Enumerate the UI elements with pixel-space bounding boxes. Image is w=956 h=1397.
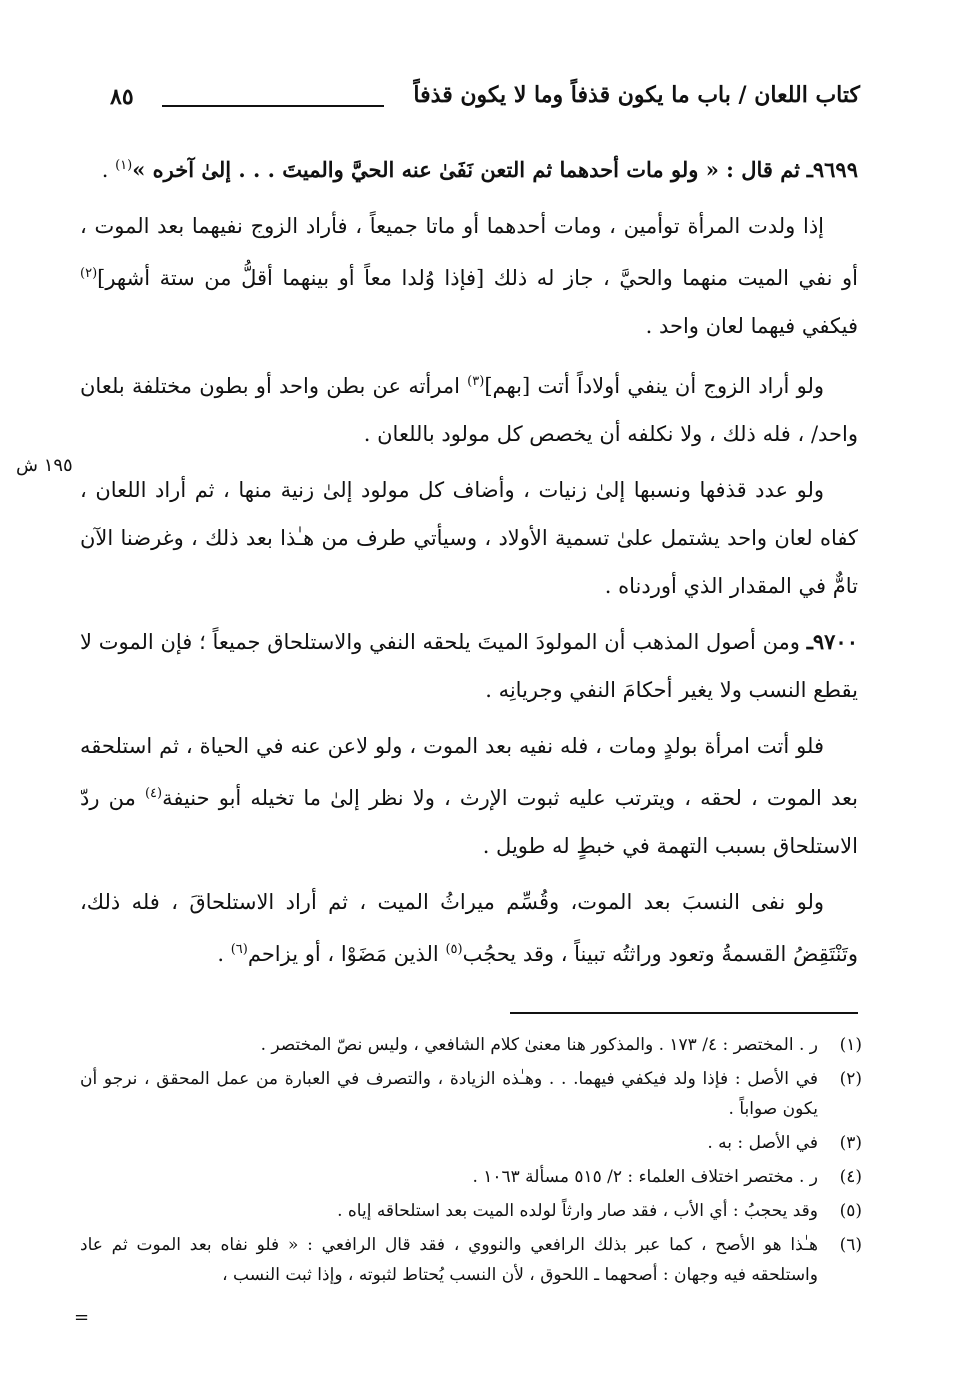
footnote-ref: (٤) — [144, 786, 163, 801]
footnote-ref: (٥) — [445, 942, 463, 957]
header-title: كتاب اللعان / باب ما يكون قذفاً وما لا يكون قذفاً — [413, 82, 860, 108]
footnote-text: في الأصل : به . — [707, 1133, 818, 1153]
paragraph — [80, 142, 858, 194]
paragraph-text: فلو أتت امرأة بولدٍ ومات ، فله نفيه بعد الموت ، ولو لاعن عنه في الحياة ، ثم استلحقه بعد الموت ، لحقه ، ويترتب عليه ثبوت الإرث ، ولا نظر إلىٰ ما تخيله أبو حنيفة — [80, 734, 858, 810]
paragraph-text: ولو أراد الزوج أن ينفي أولاداً أتت [بهم] — [484, 374, 824, 398]
footnote-mark: (١) — [839, 1035, 862, 1055]
footnote-text: هـٰذا هو الأصح ، كما عبر بذلك الرافعي والنووي ، فقد قال الرافعي : « فلو نفاه بعد الموت ثم عاد واستلحقه فيه وجهان : أصحهما ـ اللحوق ، لأن النسب يُحتاط لثبوته ، وإذا ثبت النسب ، — [80, 1235, 818, 1285]
paragraph — [80, 618, 858, 714]
paragraph — [80, 358, 858, 458]
paragraph-tail: من ردّ الاستلحاق بسبب التهمة في خبطٍ له طويل . — [80, 786, 858, 858]
paragraph-tail: الذين مَضَوْا ، أو يزاحم — [247, 942, 446, 966]
footnote-rule — [510, 1012, 858, 1014]
footnote — [80, 1064, 862, 1124]
footnote-mark: (٤) — [839, 1167, 862, 1187]
footnote — [80, 1196, 862, 1226]
footnote-mark: (٦) — [839, 1235, 862, 1255]
paragraph-text: ولو نفى النسبَ بعد الموت، وقُسِّم ميراثُ الميت ، ثم أراد الاستلحاقَ ، فله ذلك، وتَنْتَقِضُ القسمةُ وتعود وراثتُه تبيناً ، وقد يحجُب — [80, 890, 858, 966]
footnote-ref: (٢) — [80, 266, 98, 281]
paragraph-tail: فيكفي فيهما لعان واحد . — [645, 314, 858, 338]
footnote-text: ر . مختصر اختلاف العلماء : ٢/ ٥١٥ مسألة ١٠٦٣ . — [472, 1167, 818, 1187]
footnote — [80, 1030, 862, 1060]
paragraph-text: إذا ولدت المرأة توأمين ، ومات أحدهما أو ماتا جميعاً ، فأراد الزوج نفيهما بعد الموت ، أو نفي الميت منهما والحيَّ ، جاز له ذلك [فإذا وُلدا معاً أو بينهما أقلُّ من ستة أشهر] — [80, 214, 858, 290]
footnote-mark: (٥) — [839, 1201, 862, 1221]
paragraph — [80, 878, 858, 978]
paragraph-text: ومن أصول المذهب أن المولودَ الميتَ يلحقه النفي والاستلحاق جميعاً ؛ فإن الموت لا يقطع النسب ولا يغير أحكامَ النفي وجريانِه . — [80, 630, 858, 702]
paragraph-text: ولو عدد قذفها ونسبها إلىٰ زنيات ، وأضاف كل مولود إلىٰ زنية منها ، ثم أراد اللعان ، كفاه لعان واحد يشتمل علىٰ تسمية الأولاد ، وسيأتي طرف من هـٰذا بعد ذلك ، وغرضنا الآن تامٌّ في المقدار الذي أوردناه . — [80, 478, 858, 598]
footnote-text: وقد يحجبُ : أي الأب ، فقد صار وارثاً لولده الميت بعد استلحاقه إياه . — [337, 1201, 818, 1221]
page-number: ٨٥ — [110, 84, 134, 110]
paragraph — [80, 722, 858, 870]
paragraph — [80, 466, 858, 610]
footnote-ref: (١) — [115, 158, 133, 173]
margin-note: ١٩٥ ش — [16, 455, 73, 476]
section-number: ٩٦٩٩ـ — [806, 157, 858, 182]
running-header — [110, 82, 860, 122]
footnote-ref: (٦) — [230, 942, 248, 957]
footnotes — [80, 1030, 862, 1294]
paragraph-tail: . — [101, 158, 116, 182]
footnote-text: في الأصل : فإذا ولد فيكفي فيهما. . . وهـٰذه الزيادة ، والتصرف في العبارة من عمل المحقق ، نرجو أن يكون صواباً . — [80, 1069, 818, 1119]
footnote-text: ر . المختصر : ٤/ ١٧٣ . والمذكور هنا معنىٰ كلام الشافعي ، وليس نصّ المختصر . — [260, 1035, 818, 1055]
header-rule — [162, 105, 384, 107]
footnote — [80, 1230, 862, 1290]
footnote-mark: (٣) — [839, 1133, 862, 1153]
paragraph-tail: . — [217, 942, 231, 966]
paragraph-tail: امرأته عن بطن واحد أو بطون مختلفة بلعان واحد/ ، فله ذلك ، ولا نكلفه أن يخصص كل مولود باللعان . — [80, 374, 858, 446]
footnote-mark: (٢) — [839, 1069, 862, 1089]
paragraph-text: ثم قال : « ولو مات أحدهما ثم التعن نَفَىٰ عنه الحيَّ والميتَ . . . إلىٰ آخره » — [132, 157, 801, 182]
footnote-ref: (٣) — [467, 374, 485, 389]
section-number: ٩٧٠٠ـ — [806, 629, 858, 654]
footnote — [80, 1162, 862, 1192]
continuation-mark: = — [74, 1307, 90, 1328]
main-text — [80, 142, 858, 986]
footnote — [80, 1128, 862, 1158]
paragraph — [80, 202, 858, 350]
